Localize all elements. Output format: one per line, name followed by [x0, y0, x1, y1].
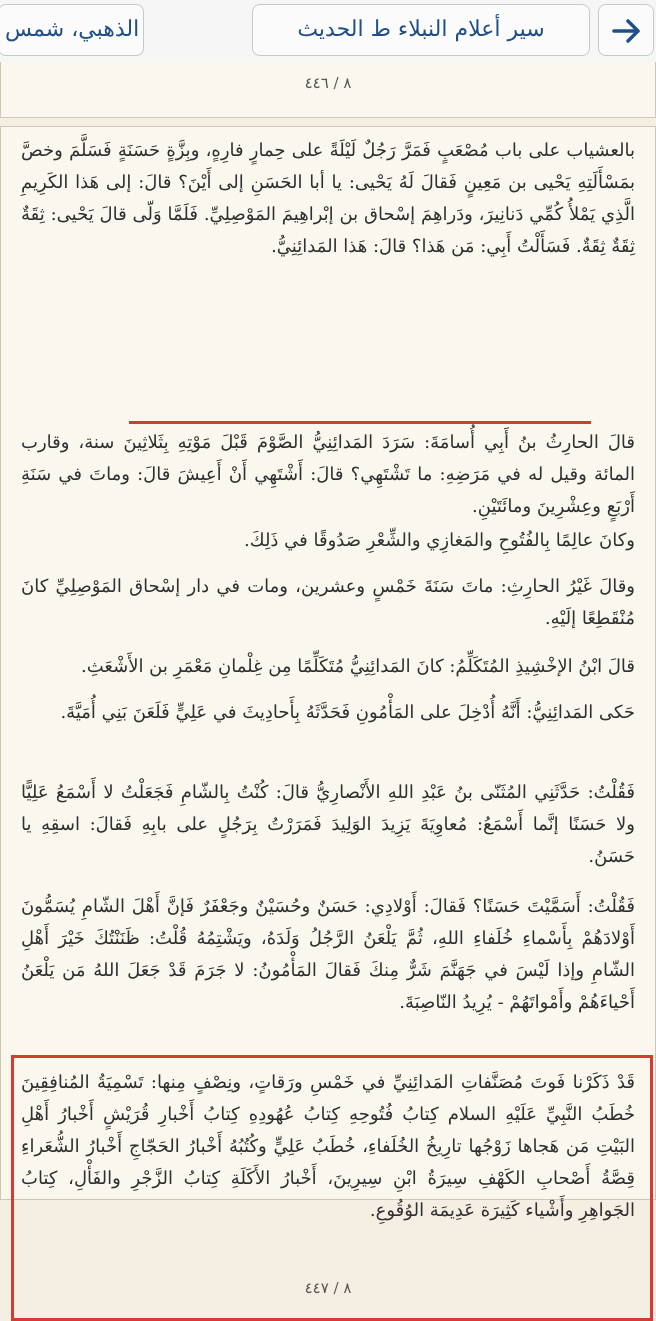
paragraph-3: وكانَ عالِمًا بِالفُتُوحِ والمَغازِي والشِّعْرِ صَدُوقًا في ذَلِكَ.	[244, 530, 635, 551]
previous-page-fragment	[0, 62, 656, 118]
back-button[interactable]	[598, 4, 654, 56]
tab-author[interactable]: الذهبي، شمس	[0, 4, 144, 56]
paragraph-4: وقالَ غَيْرُ الحارِثِ: ماتَ سَنَةَ خَمْسٍ وعشرين، ومات في دار إسْحاق المَوْصِلِيِّ كانَ مُنْقَطِعًا إلَيْهِ.	[21, 576, 635, 629]
paragraph-8: فَقُلْتُ: أَسَمَّيْتَ حَسَنًا؟ فَقالَ: أَوْلادِي: حَسَنٌ وحُسَيْنٌ وجَعْفَرٌ فَإنَّ أَهْلَ الشّامِ يُسَمُّونَ أَوْلادَهُمْ بِأَسْماءِ خُلَفاءِ اللهِ، ثُمَّ يَلْعَنُ الرَّجُلُ وَلَدَهُ، ويَشْتِمُهُ قُلْتُ: ظَنَنْتُكَ خَيْرَ أَهْلِ الشّامِ وإذا لَيْسَ في جَهَنَّمَ شَرٌّ مِنكَ فَقالَ المَأْمُونُ: لا جَرَمَ قَدْ جَعَلَ اللهُ مَن يَلْعَنُ أَحْياءَهُمْ وأَمْواتَهُمْ - يُرِيدُ النّاصِبَةَ.	[21, 896, 635, 1013]
paragraph-9: قَدْ ذَكَرْنا فَوتَ مُصَنَّفاتِ المَدائِنِيِّ في خَمْسِ ورَقاتٍ، ونِصْفٍ مِنها: تَسْمِيَةُ المُنافِقِينَ خُطَبُ النَّبِيِّ عَلَيْهِ السلام كِتابُ فُتُوحِهِ كِتابُ عُهُودِهِ كِتابُ أَخْبارِ قُرَيْشٍ أَخْبارُ أَهْلِ البَيْتِ مَن هَجاها زَوْجُها تارِيخُ الخُلَفاءِ، خُطَبُ عَلِيٍّ وكُتُبُهُ أَخْبارُ الحَجّاجِ أَخْبارُ الشُّعَراءِ قِصَّةُ أَصْحابِ الكَهْفِ سِيرَةُ ابْنِ سِيرِينَ، أَخْبارُ الأَكَلَةِ كِتابُ الزَّجْرِ والفَأْلِ، كِتابُ الجَواهِرِ وأَشْياء كَثِيرَة عَدِيمَة الوُقُوعِ.	[21, 1072, 635, 1221]
paragraph-7: فَقُلْتُ: حَدَّثَنِي المُثَنّى بنُ عَبْدِ اللهِ الأَنْصارِيُّ قالَ: كُنْتُ بِالشّامِ فَجَعَلْتُ لا أَسْمَعُ عَلِيًّا ولا حَسَنًا إنَّما أَسْمَعُ: مُعاوِيَةَ يَزِيدَ الوَلِيدَ فَمَرَرْتُ بِرَجُلٍ على بابِهِ فَقالَ: اسقِهِ يا حَسَنُ.	[21, 782, 635, 867]
paragraph-1: بالعشياب على باب مُصْعَبٍ فَمَرَّ رَجُلٌ لَيْلَةً على حِمارٍ فارِهٍ، وبِزَّةٍ حَسَنَةٍ فَسَلَّمَ وخصَّ بمَسْأَلَتِهِ يَحْيى بن مَعِينٍ فَقالَ لَهُ يَحْيى: يا أبا الحَسَنِ إلى أَيْنَ؟ قالَ: إلى هَذا الكَرِيمِ الَّذِي يَمْلأُ كُمِّي دَنانِيرَ، ودَراهِمَ إسْحاق بن إبْراهِيمَ المَوْصِلِيِّ. فَلَمَّا وَلّى قالَ يَحْيى: ثِقَةٌ ثِقَةٌ ثِقَةٌ. فَسَأَلْتُ أَبِي: مَن هَذا؟ قالَ: هَذا المَدائِنِيُّ.	[21, 140, 635, 257]
top-toolbar	[0, 0, 656, 63]
paragraph-6: حَكى المَدائِنِيُّ: أَنَّهُ أُدْخِلَ على المَأْمُونِ فَحَدَّثَهُ بِأَحادِيثَ في عَلِيٍّ فَلَعَنَ بَنِي أُمَيَّةَ.	[60, 702, 635, 723]
paragraph-2: قالَ الحارِثُ بنُ أَبِي أُسامَةَ: سَرَدَ المَدائِنِيُّ الصَّوْمَ قَبْلَ مَوْتِهِ بِثَلاثِينَ سنة، وقارب المائة وقيل له في مَرَضِهِ: ما تَشْتَهِي؟ قالَ: أَشْتَهِي أَنْ أَعِيشَ قالَ: وماتَ في سَنَةِ أَرْبَعٍ وعِشْرِينَ ومائَتَيْنِ.	[21, 432, 635, 517]
page-number-top: ٨ / ٤٤٦	[304, 74, 352, 92]
arrow-right-icon	[612, 18, 642, 44]
book-page	[0, 126, 656, 1297]
paragraph-5: قالَ ابْنُ الإخْشِيذِ المُتَكَلِّمُ: كانَ المَدائِنِيُّ مُتَكَلِّمًا مِن غِلْمانِ مَعْمَرِ بن الأَشْعَثِ.	[81, 656, 635, 677]
tab-book-title[interactable]: سير أعلام النبلاء ط الحديث	[252, 4, 590, 56]
red-underline-annotation	[129, 421, 591, 424]
page-number-bottom: ٨ / ٤٤٧	[304, 1279, 352, 1297]
